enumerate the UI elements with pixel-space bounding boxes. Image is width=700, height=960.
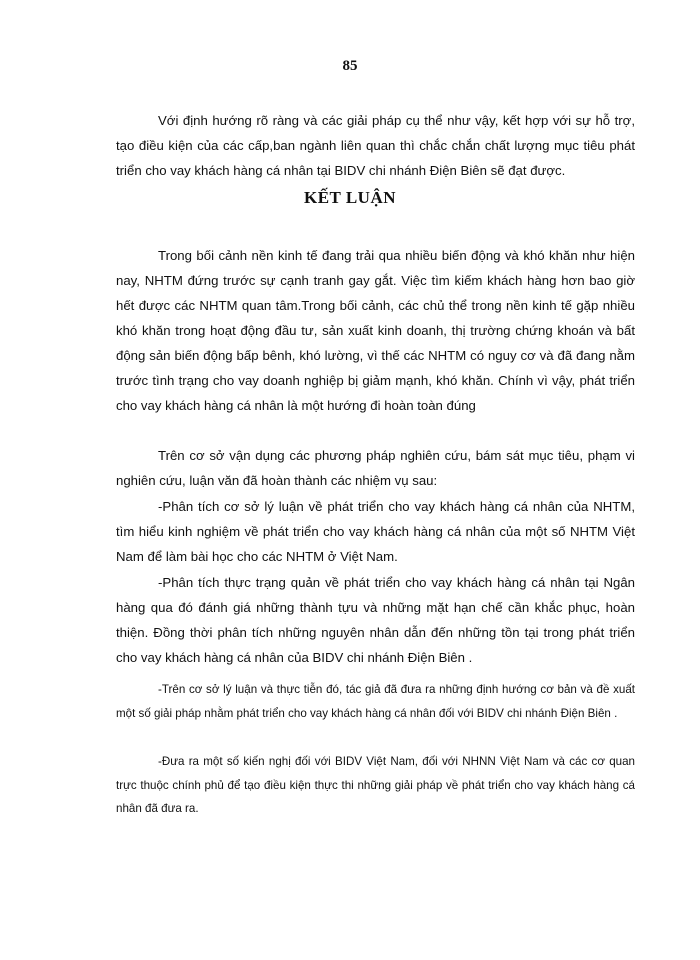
page-number: 85 [342,58,358,74]
paragraph-task-4: -Đưa ra một số kiến nghị đối với BIDV Việt Nam, đối với NHNN Việt Nam và các cơ quan trực thuộc chính phủ để tạo điều kiện thực thi những giải pháp về phát triển cho vay khách hàng cá nhân đã đưa ra. [116,755,635,815]
intro-paragraph: Với định hướng rõ ràng và các giải pháp cụ thể như vậy, kết hợp với sự hỗ trợ, tạo điều kiện của các cấp,ban ngành liên quan thì chắc chắn chất lượng mục tiêu phát triển cho vay khách hàng cá nhân tại BIDV chi nhánh Điện Biên sẽ đạt được. [116,113,635,178]
section-heading: KẾT LUẬN [303,188,396,207]
paragraph-method: Trên cơ sở vận dụng các phương pháp nghiên cứu, bám sát mục tiêu, phạm vi nghiên cứu, luận văn đã hoàn thành các nhiệm vụ sau: [116,448,635,488]
paragraph-task-2: -Phân tích thực trạng quản về phát triển cho vay khách hàng cá nhân tại Ngân hàng qua đó đánh giá những thành tựu và những mặt hạn chế cần khắc phục, hoàn thiện. Đồng thời phân tích những nguyên nhân dẫn đến những tồn tại trong phát triển cho vay khách hàng cá nhân của BIDV chi nhánh Điện Biên . [116,575,635,665]
paragraph-task-3: -Trên cơ sở lý luận và thực tiễn đó, tác giả đã đưa ra những định hướng cơ bản và đề xuất một số giải pháp nhằm phát triển cho vay khách hàng cá nhân đối với BIDV chi nhánh Điện Biên . [116,683,635,720]
paragraph-task-1: -Phân tích cơ sở lý luận về phát triển cho vay khách hàng cá nhân của NHTM, tìm hiểu kinh nghiệm về phát triển cho vay khách hàng cá nhân của một số NHTM Việt Nam để làm bài học cho các NHTM ở Việt Nam. [116,499,635,564]
paragraph-context: Trong bối cảnh nền kinh tế đang trải qua nhiều biến động và khó khăn như hiện nay, NHTM đứng trước sự cạnh tranh gay gắt. Việc tìm kiếm khách hàng hơn bao giờ hết được các NHTM quan tâm.Trong bối cảnh, các chủ thể trong nền kinh tế gặp nhiều khó khăn trong hoạt động đầu tư, sản xuất kinh doanh, thị trường chứng khoán và bất động sản biến động bấp bênh, khó lường, vì thế các NHTM có nguy cơ và đã đang nằm trước tình trạng cho vay doanh nghiệp bị giảm mạnh, khó khăn. Chính vì vậy, phát triển cho vay khách hàng cá nhân là một hướng đi hoàn toàn đúng [116,248,635,413]
